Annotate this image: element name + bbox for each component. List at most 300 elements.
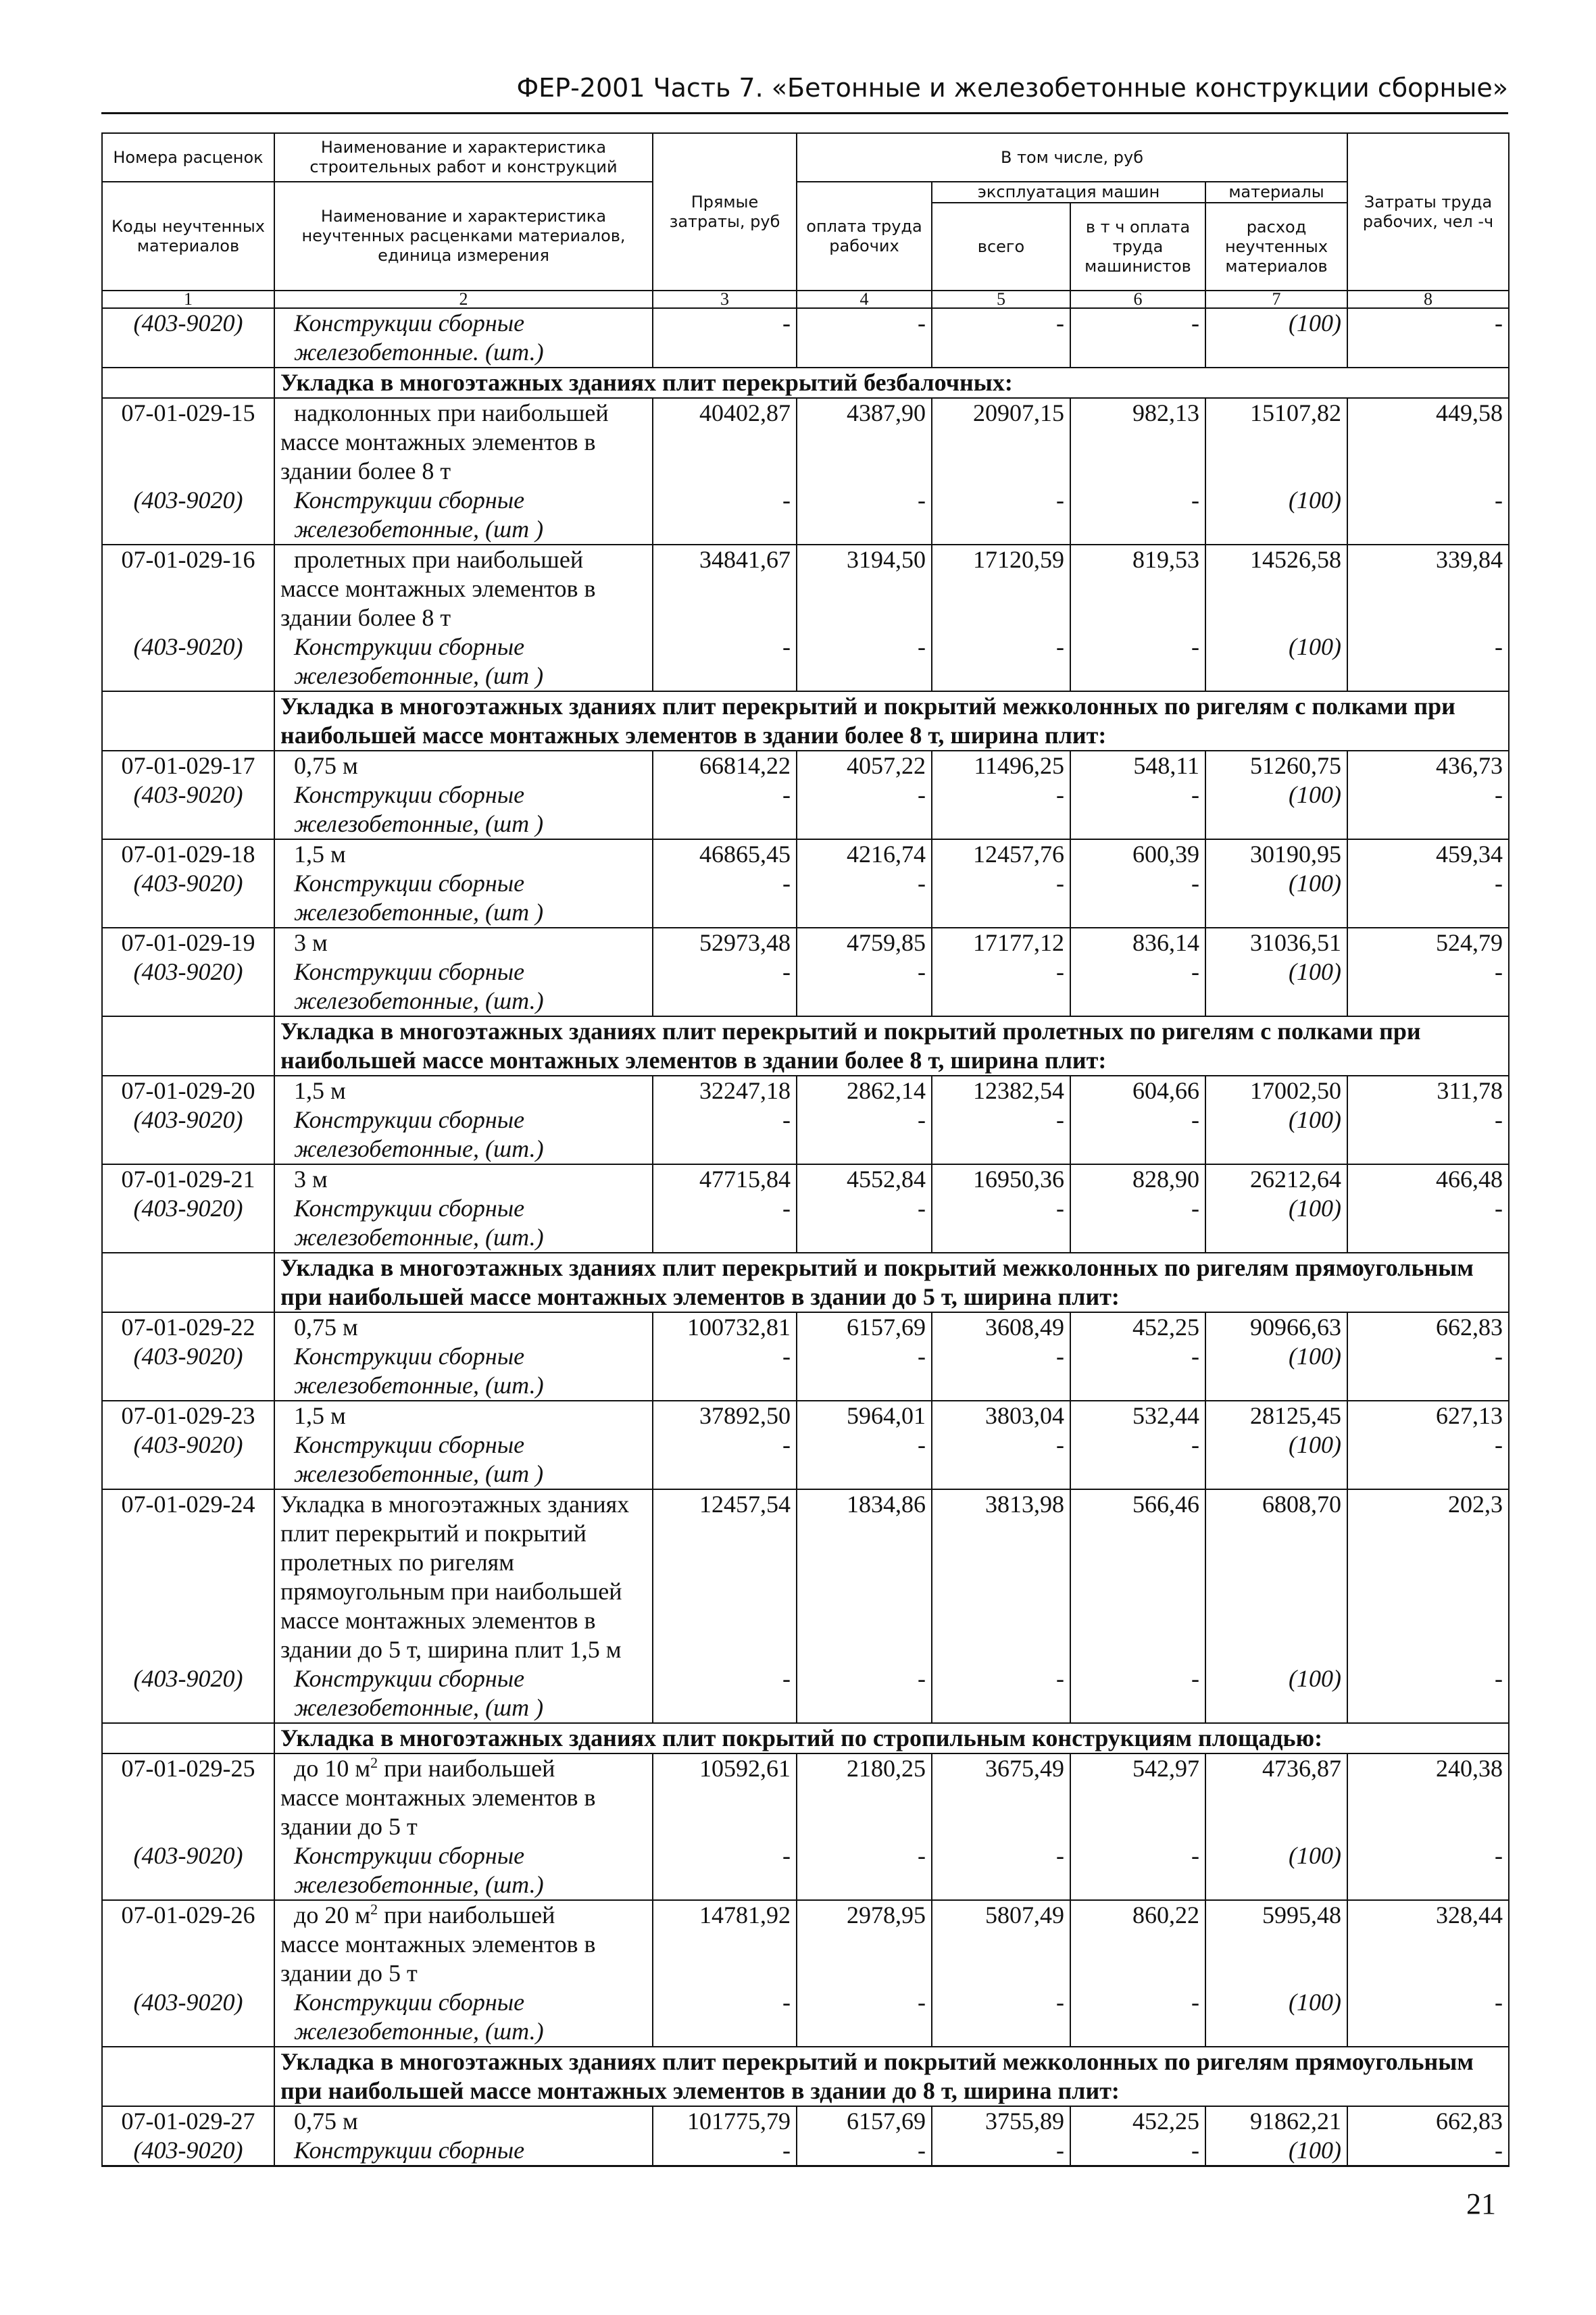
workers-pay: 4387,90: [797, 398, 932, 428]
rate-row-cont: [102, 1812, 1509, 1841]
rate-name: массе монтажных элементов в: [274, 1783, 653, 1812]
rate-row: [102, 751, 1509, 780]
machines-total: 17120,59: [932, 545, 1070, 574]
material-row-cont: [102, 2017, 1509, 2047]
column-numbers-row: [102, 291, 1509, 308]
column-number: 5: [932, 291, 1070, 308]
materials-consumption: (100): [1205, 780, 1347, 810]
rate-name: 1,5 м: [274, 1076, 653, 1105]
workers-pay: 3194,50: [797, 545, 932, 574]
materials-consumption: (100): [1205, 1430, 1347, 1460]
direct-cost: 46865,45: [653, 839, 797, 869]
col-header-machinists-pay: в т ч оплата труда машинистов: [1070, 203, 1205, 291]
labor-cost: 449,58: [1347, 398, 1509, 428]
rate-name: 0,75 м: [274, 2106, 653, 2136]
rate-row-cont: [102, 1959, 1509, 1988]
rate-row: [102, 1900, 1509, 1930]
machines-total: 20907,15: [932, 398, 1070, 428]
material-name: Конструкции сборные: [274, 1194, 653, 1223]
workers-pay: 2862,14: [797, 1076, 932, 1105]
column-number: 4: [797, 291, 932, 308]
page-title: ФЕР-2001 Часть 7. «Бетонные и железобетонные конструкции сборные»: [516, 73, 1508, 103]
machinists-pay: -: [1070, 308, 1205, 338]
materials-consumption: (100): [1205, 957, 1347, 987]
rate-row-cont: [102, 574, 1509, 603]
workers-pay: -: [797, 1988, 932, 2017]
material-row: [102, 869, 1509, 898]
machines-total: -: [932, 1988, 1070, 2017]
materials-consumption: (100): [1205, 486, 1347, 515]
labor-cost: 466,48: [1347, 1164, 1509, 1194]
rate-code: 07-01-029-26: [102, 1900, 274, 1930]
rate-name: Укладка в многоэтажных зданиях: [274, 1489, 653, 1519]
section-row: [102, 2047, 1509, 2106]
direct-cost: -: [653, 1105, 797, 1135]
material-row: [102, 1841, 1509, 1870]
direct-cost: 10592,61: [653, 1753, 797, 1783]
page-header: [101, 73, 1508, 114]
section-title: Укладка в многоэтажных зданиях плит перекрытий и покрытий пролетных по ригелям с полками при наибольшей массе монтажных элементов в здании более 8 т, ширина плит:: [274, 1016, 1509, 1076]
material-code: (403-9020): [102, 1105, 274, 1135]
rate-row-cont: [102, 1519, 1509, 1548]
material-row: [102, 1105, 1509, 1135]
machinists-pay: 860,22: [1070, 1900, 1205, 1930]
rate-name: здании более 8 т: [274, 457, 653, 486]
rate-name: здании до 5 т: [274, 1812, 653, 1841]
materials-consumption: 14526,58: [1205, 545, 1347, 574]
material-name: железобетонные, (шт ): [274, 662, 653, 691]
machines-total: 3675,49: [932, 1753, 1070, 1783]
materials-consumption: (100): [1205, 1988, 1347, 2017]
rate-row-cont: [102, 1783, 1509, 1812]
workers-pay: 6157,69: [797, 2106, 932, 2136]
material-code: (403-9020): [102, 1664, 274, 1693]
workers-pay: -: [797, 1664, 932, 1693]
machines-total: -: [932, 1664, 1070, 1693]
materials-consumption: (100): [1205, 308, 1347, 338]
direct-cost: 32247,18: [653, 1076, 797, 1105]
labor-cost: 459,34: [1347, 839, 1509, 869]
superscript: 2: [370, 1754, 378, 1771]
material-row-cont: [102, 810, 1509, 839]
materials-consumption: (100): [1205, 1841, 1347, 1870]
material-row-cont: [102, 1693, 1509, 1723]
workers-pay: 1834,86: [797, 1489, 932, 1519]
machinists-pay: 548,11: [1070, 751, 1205, 780]
rate-name: 3 м: [274, 928, 653, 957]
rate-name: 0,75 м: [274, 751, 653, 780]
rate-row-cont: [102, 457, 1509, 486]
labor-cost: -: [1347, 632, 1509, 662]
machinists-pay: -: [1070, 869, 1205, 898]
rate-name: здании более 8 т: [274, 603, 653, 632]
material-row: [102, 2136, 1509, 2166]
labor-cost: -: [1347, 308, 1509, 338]
labor-cost: -: [1347, 1194, 1509, 1223]
machinists-pay: -: [1070, 632, 1205, 662]
material-code: (403-9020): [102, 780, 274, 810]
labor-cost: 524,79: [1347, 928, 1509, 957]
material-name: железобетонные, (шт ): [274, 1460, 653, 1489]
workers-pay: -: [797, 308, 932, 338]
materials-consumption: 31036,51: [1205, 928, 1347, 957]
material-name: Конструкции сборные: [274, 869, 653, 898]
direct-cost: 12457,54: [653, 1489, 797, 1519]
material-name: Конструкции сборные: [274, 957, 653, 987]
machines-total: 5807,49: [932, 1900, 1070, 1930]
direct-cost: 52973,48: [653, 928, 797, 957]
direct-cost: 34841,67: [653, 545, 797, 574]
labor-cost: 240,38: [1347, 1753, 1509, 1783]
rate-row: [102, 1164, 1509, 1194]
rate-name: пролетных при наибольшей: [274, 545, 653, 574]
direct-cost: 14781,92: [653, 1900, 797, 1930]
material-row: [102, 1664, 1509, 1693]
section-title: Укладка в многоэтажных зданиях плит перекрытий и покрытий межколонных по ригелям с полками при наибольшей массе монтажных элементов в здании более 8 т, ширина плит:: [274, 691, 1509, 751]
workers-pay: 5964,01: [797, 1401, 932, 1430]
direct-cost: -: [653, 1342, 797, 1371]
material-row-cont: [102, 1223, 1509, 1253]
col-header-material-codes: Коды неучтенных материалов: [102, 182, 274, 291]
workers-pay: -: [797, 780, 932, 810]
machines-total: -: [932, 486, 1070, 515]
material-name: Конструкции сборные: [274, 1430, 653, 1460]
materials-consumption: (100): [1205, 1105, 1347, 1135]
workers-pay: -: [797, 2136, 932, 2166]
rate-row-cont: [102, 603, 1509, 632]
rate-row: [102, 1401, 1509, 1430]
materials-consumption: (100): [1205, 1664, 1347, 1693]
column-number: 8: [1347, 291, 1509, 308]
direct-cost: -: [653, 1194, 797, 1223]
section-row: [102, 1253, 1509, 1312]
material-name: Конструкции сборные: [274, 780, 653, 810]
machinists-pay: -: [1070, 1342, 1205, 1371]
direct-cost: -: [653, 1430, 797, 1460]
direct-cost: 101775,79: [653, 2106, 797, 2136]
rate-name: 0,75 м: [274, 1312, 653, 1342]
rate-row: [102, 545, 1509, 574]
col-header-materials: материалы: [1205, 182, 1347, 203]
labor-cost: -: [1347, 869, 1509, 898]
labor-cost: 436,73: [1347, 751, 1509, 780]
machinists-pay: 452,25: [1070, 1312, 1205, 1342]
rate-name: прямоугольным при наибольшей: [274, 1577, 653, 1606]
rate-row-cont: [102, 1606, 1509, 1635]
material-row: [102, 1342, 1509, 1371]
section-title: Укладка в многоэтажных зданиях плит перекрытий безбалочных:: [274, 368, 1509, 398]
rate-row-cont: [102, 428, 1509, 457]
workers-pay: -: [797, 1105, 932, 1135]
direct-cost: 100732,81: [653, 1312, 797, 1342]
materials-consumption: (100): [1205, 1342, 1347, 1371]
labor-cost: 662,83: [1347, 2106, 1509, 2136]
material-name: Конструкции сборные: [274, 1841, 653, 1870]
direct-cost: -: [653, 632, 797, 662]
material-row: [102, 1988, 1509, 2017]
section-row: [102, 1723, 1509, 1753]
workers-pay: -: [797, 1841, 932, 1870]
labor-cost: -: [1347, 1664, 1509, 1693]
materials-consumption: 5995,48: [1205, 1900, 1347, 1930]
col-header-workers-pay: оплата труда рабочих: [797, 182, 932, 291]
material-name: железобетонные, (шт.): [274, 987, 653, 1016]
machinists-pay: -: [1070, 1194, 1205, 1223]
rate-row: [102, 2106, 1509, 2136]
material-row-cont: [102, 515, 1509, 545]
rate-name: массе монтажных элементов в: [274, 1930, 653, 1959]
material-row-cont: [102, 987, 1509, 1016]
materials-consumption: 30190,95: [1205, 839, 1347, 869]
col-header-material-names: Наименование и характеристика неучтенных расценками материалов, единица измерения: [274, 182, 653, 291]
machinists-pay: 542,97: [1070, 1753, 1205, 1783]
materials-consumption: 6808,70: [1205, 1489, 1347, 1519]
machines-total: 12457,76: [932, 839, 1070, 869]
material-row-cont: [102, 1870, 1509, 1900]
section-row: [102, 691, 1509, 751]
rate-code: 07-01-029-17: [102, 751, 274, 780]
column-number: 7: [1205, 291, 1347, 308]
machines-total: -: [932, 1105, 1070, 1135]
rate-row: [102, 839, 1509, 869]
material-name: железобетонные, (шт.): [274, 2017, 653, 2047]
col-header-including: В том числе, руб: [797, 133, 1347, 182]
direct-cost: -: [653, 1664, 797, 1693]
rate-code: 07-01-029-21: [102, 1164, 274, 1194]
rate-code: 07-01-029-25: [102, 1753, 274, 1783]
material-row-cont: [102, 1460, 1509, 1489]
labor-cost: -: [1347, 1841, 1509, 1870]
table-body: [102, 308, 1509, 2166]
material-row-cont: [102, 662, 1509, 691]
material-name: Конструкции сборные: [274, 1664, 653, 1693]
rate-row-cont: [102, 1548, 1509, 1577]
material-name: Конструкции сборные: [274, 1105, 653, 1135]
rate-row-cont: [102, 1635, 1509, 1664]
workers-pay: -: [797, 957, 932, 987]
workers-pay: 4057,22: [797, 751, 932, 780]
rate-name: 3 м: [274, 1164, 653, 1194]
rate-row: [102, 928, 1509, 957]
machinists-pay: -: [1070, 780, 1205, 810]
material-code: (403-9020): [102, 2136, 274, 2166]
material-row: [102, 1194, 1509, 1223]
machinists-pay: 604,66: [1070, 1076, 1205, 1105]
workers-pay: -: [797, 486, 932, 515]
rate-name: здании до 5 т: [274, 1959, 653, 1988]
rate-code: 07-01-029-20: [102, 1076, 274, 1105]
workers-pay: -: [797, 1430, 932, 1460]
material-name: Конструкции сборные: [274, 632, 653, 662]
rate-name: массе монтажных элементов в: [274, 1606, 653, 1635]
materials-consumption: 17002,50: [1205, 1076, 1347, 1105]
workers-pay: 6157,69: [797, 1312, 932, 1342]
section-row: [102, 1016, 1509, 1076]
rate-row-cont: [102, 1577, 1509, 1606]
machines-total: -: [932, 308, 1070, 338]
materials-consumption: 51260,75: [1205, 751, 1347, 780]
material-name: железобетонные. (шт.): [274, 338, 653, 368]
machines-total: -: [932, 1430, 1070, 1460]
section-row: [102, 368, 1509, 398]
rate-code: 07-01-029-24: [102, 1489, 274, 1519]
col-header-machines-total: всего: [932, 203, 1070, 291]
materials-consumption: 91862,21: [1205, 2106, 1347, 2136]
machinists-pay: -: [1070, 1988, 1205, 2017]
direct-cost: -: [653, 308, 797, 338]
rate-code: 07-01-029-22: [102, 1312, 274, 1342]
machinists-pay: -: [1070, 1430, 1205, 1460]
material-name: Конструкции сборные: [274, 2136, 653, 2166]
machines-total: -: [932, 632, 1070, 662]
material-row-cont: [102, 338, 1509, 368]
machines-total: 16950,36: [932, 1164, 1070, 1194]
material-name: Конструкции сборные: [274, 1342, 653, 1371]
material-name: железобетонные, (шт.): [274, 1870, 653, 1900]
rate-name: надколонных при наибольшей: [274, 398, 653, 428]
machinists-pay: -: [1070, 1105, 1205, 1135]
superscript: 2: [370, 1901, 378, 1918]
rate-row: [102, 1312, 1509, 1342]
workers-pay: -: [797, 1194, 932, 1223]
col-header-rate-numbers: Номера расценок: [102, 133, 274, 182]
material-code: (403-9020): [102, 1988, 274, 2017]
rate-name: 1,5 м: [274, 839, 653, 869]
machinists-pay: 452,25: [1070, 2106, 1205, 2136]
labor-cost: -: [1347, 957, 1509, 987]
rate-row: [102, 1076, 1509, 1105]
labor-cost: -: [1347, 1988, 1509, 2017]
rate-code: 07-01-029-18: [102, 839, 274, 869]
material-name: железобетонные, (шт.): [274, 1371, 653, 1401]
direct-cost: 66814,22: [653, 751, 797, 780]
rates-table: [101, 132, 1510, 2167]
labor-cost: 311,78: [1347, 1076, 1509, 1105]
materials-consumption: (100): [1205, 1194, 1347, 1223]
col-header-direct-costs: Прямые затраты, руб: [653, 133, 797, 291]
machines-total: -: [932, 1342, 1070, 1371]
rate-name: [274, 1753, 653, 1783]
col-header-materials-consumption: расход неучтенных материалов: [1205, 203, 1347, 291]
workers-pay: 4552,84: [797, 1164, 932, 1194]
material-row: [102, 308, 1509, 338]
rate-name-part: до 10 м: [294, 1755, 371, 1782]
machines-total: 3803,04: [932, 1401, 1070, 1430]
labor-cost: 627,13: [1347, 1401, 1509, 1430]
material-row: [102, 957, 1509, 987]
machinists-pay: 819,53: [1070, 545, 1205, 574]
labor-cost: 339,84: [1347, 545, 1509, 574]
rate-row: [102, 398, 1509, 428]
page-number: 21: [1466, 2187, 1496, 2220]
machinists-pay: 982,13: [1070, 398, 1205, 428]
section-title: Укладка в многоэтажных зданиях плит перекрытий и покрытий межколонных по ригелям прямоугольным при наибольшей массе монтажных элементов в здании до 8 т, ширина плит:: [274, 2047, 1509, 2106]
labor-cost: -: [1347, 780, 1509, 810]
workers-pay: -: [797, 1342, 932, 1371]
material-code: (403-9020): [102, 1430, 274, 1460]
column-number: 2: [274, 291, 653, 308]
materials-consumption: 4736,87: [1205, 1753, 1347, 1783]
machines-total: 3813,98: [932, 1489, 1070, 1519]
machinists-pay: -: [1070, 1664, 1205, 1693]
rate-name: массе монтажных элементов в: [274, 574, 653, 603]
rate-row: [102, 1753, 1509, 1783]
material-row: [102, 1430, 1509, 1460]
machines-total: 11496,25: [932, 751, 1070, 780]
rate-code: 07-01-029-15: [102, 398, 274, 428]
labor-cost: 202,3: [1347, 1489, 1509, 1519]
material-name: Конструкции сборные: [274, 308, 653, 338]
labor-cost: -: [1347, 1342, 1509, 1371]
workers-pay: 4759,85: [797, 928, 932, 957]
column-number: 1: [102, 291, 274, 308]
material-row: [102, 486, 1509, 515]
material-code: (403-9020): [102, 632, 274, 662]
machines-total: 3608,49: [932, 1312, 1070, 1342]
col-header-machines: эксплуатация машин: [932, 182, 1205, 203]
materials-consumption: (100): [1205, 869, 1347, 898]
material-row-cont: [102, 1135, 1509, 1164]
material-row: [102, 780, 1509, 810]
machinists-pay: 566,46: [1070, 1489, 1205, 1519]
direct-cost: -: [653, 869, 797, 898]
section-title: Укладка в многоэтажных зданиях плит перекрытий и покрытий межколонных по ригелям прямоугольным при наибольшей массе монтажных элементов в здании до 5 т, ширина плит:: [274, 1253, 1509, 1312]
labor-cost: -: [1347, 486, 1509, 515]
rate-name: пролетных по ригелям: [274, 1548, 653, 1577]
materials-consumption: 28125,45: [1205, 1401, 1347, 1430]
direct-cost: 40402,87: [653, 398, 797, 428]
machines-total: -: [932, 1841, 1070, 1870]
materials-consumption: 90966,63: [1205, 1312, 1347, 1342]
material-code: (403-9020): [102, 1841, 274, 1870]
rate-name: здании до 5 т, ширина плит 1,5 м: [274, 1635, 653, 1664]
material-name: Конструкции сборные: [274, 1988, 653, 2017]
direct-cost: -: [653, 1988, 797, 2017]
machinists-pay: 828,90: [1070, 1164, 1205, 1194]
labor-cost: -: [1347, 2136, 1509, 2166]
material-code: (403-9020): [102, 1194, 274, 1223]
material-code: (403-9020): [102, 1342, 274, 1371]
rate-name-part: до 20 м: [294, 1901, 371, 1928]
machinists-pay: 600,39: [1070, 839, 1205, 869]
direct-cost: -: [653, 486, 797, 515]
workers-pay: -: [797, 869, 932, 898]
material-name: железобетонные, (шт ): [274, 810, 653, 839]
material-name: Конструкции сборные: [274, 486, 653, 515]
column-number: 3: [653, 291, 797, 308]
material-name: железобетонные, (шт ): [274, 898, 653, 928]
direct-cost: -: [653, 2136, 797, 2166]
materials-consumption: (100): [1205, 2136, 1347, 2166]
workers-pay: 2978,95: [797, 1900, 932, 1930]
col-header-work-name: Наименование и характеристика строительных работ и конструкций: [274, 133, 653, 182]
machinists-pay: -: [1070, 2136, 1205, 2166]
labor-cost: 662,83: [1347, 1312, 1509, 1342]
material-name: железобетонные, (шт ): [274, 1693, 653, 1723]
material-code: (403-9020): [102, 486, 274, 515]
direct-cost: 37892,50: [653, 1401, 797, 1430]
machinists-pay: 836,14: [1070, 928, 1205, 957]
machinists-pay: -: [1070, 486, 1205, 515]
machines-total: 3755,89: [932, 2106, 1070, 2136]
col-header-labor-costs: Затраты труда рабочих, чел -ч: [1347, 133, 1509, 291]
material-row: [102, 632, 1509, 662]
direct-cost: -: [653, 1841, 797, 1870]
machines-total: 12382,54: [932, 1076, 1070, 1105]
material-code: (403-9020): [102, 869, 274, 898]
machines-total: -: [932, 2136, 1070, 2166]
rate-name: 1,5 м: [274, 1401, 653, 1430]
